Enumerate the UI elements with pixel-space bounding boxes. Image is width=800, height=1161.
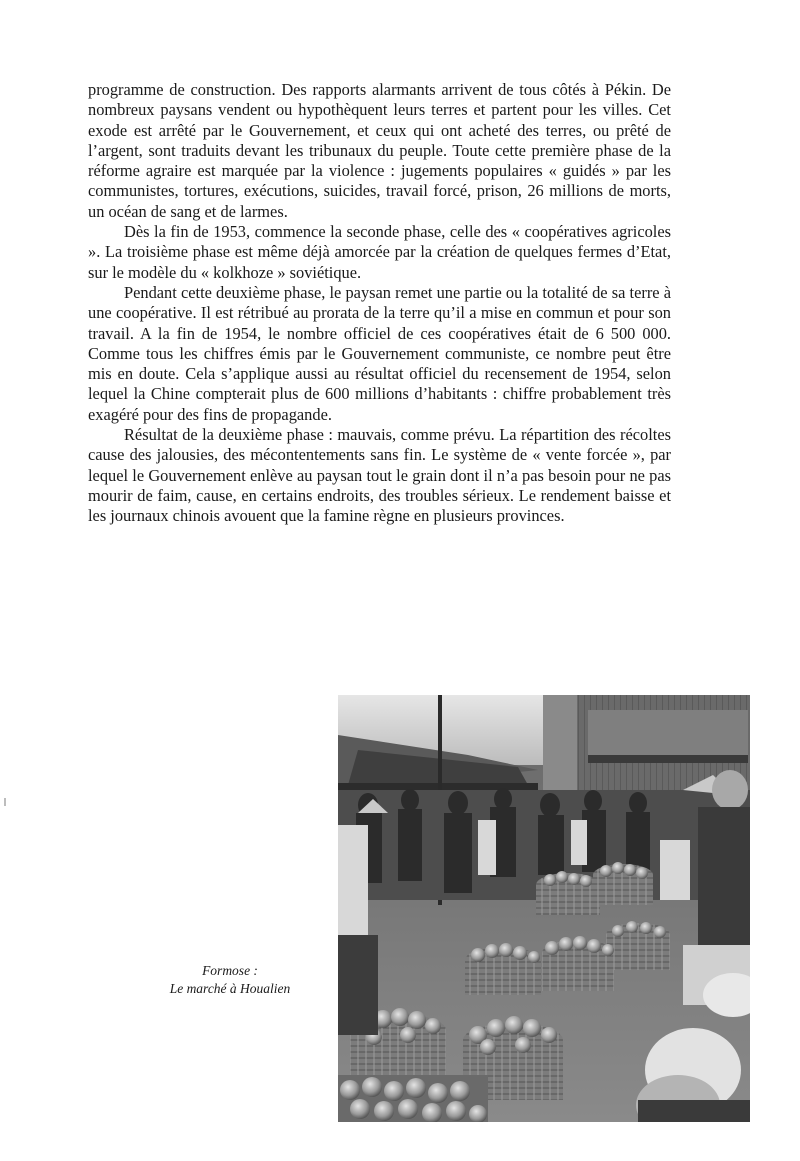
article-body (88, 80, 671, 527)
scan-mark (4, 798, 6, 806)
market-photo-illustration (338, 695, 750, 1122)
paragraph-3: Pendant cette deuxième phase, le paysan remet une partie ou la totalité de sa terre à une coopérative. Il est rétribué au prorata de la terre qu’il a mise en commun et pour son travail. A la fin de 1954, le nombre officiel de ces coopératives était de 6 500 000. Comme tous les chiffres émis par le Gouvernement communiste, ce nombre peut être mis en doute. Cela s’applique aussi au résultat officiel du recensement de 1954, selon lequel la Chine compterait plus de 600 millions d’habitants : chiffre probablement très exagéré pour des fins de propagande. (88, 282, 671, 424)
photo-caption (140, 962, 320, 998)
paragraph-2: Dès la fin de 1953, commence la seconde phase, celle des « coopératives agricoles ». La troisième phase est même déjà amorcée par la création de quelques fermes d’Etat, sur le modèle du « kolkhoze » soviétique. (88, 222, 671, 282)
caption-place: Formose : (202, 963, 258, 978)
market-photo (338, 695, 750, 1122)
paragraph-1: programme de construction. Des rapports alarmants arrivent de tous côtés à Pékin. De nombreux paysans vendent ou hypothèquent leurs terres et partent pour les villes. Cet exode est arrêté par le Gouvernement, et ceux qui ont acheté des terres, ou prêté de l’argent, sont traduits devant les tribunaux du peuple. Toute cette première phase de la réforme agraire est marquée par la violence : jugements populaires « guidés » par les communistes, tortures, exécutions, suicides, travail forcé, prison, 26 millions de morts, un océan de sang et de larmes. (88, 80, 671, 221)
paragraph-4: Résultat de la deuxième phase : mauvais, comme prévu. La répartition des récoltes cause des jalousies, des mécontentements sans fin. Le système de « vente forcée », par lequel le Gouvernement enlève au paysan tout le grain dont il n’a pas besoin pour ne pas mourir de faim, cause, en certains endroits, des troubles sérieux. Le rendement baisse et les journaux chinois avouent que la famine règne en plusieurs provinces. (88, 425, 671, 526)
caption-title: Le marché à Houalien (169, 981, 291, 996)
